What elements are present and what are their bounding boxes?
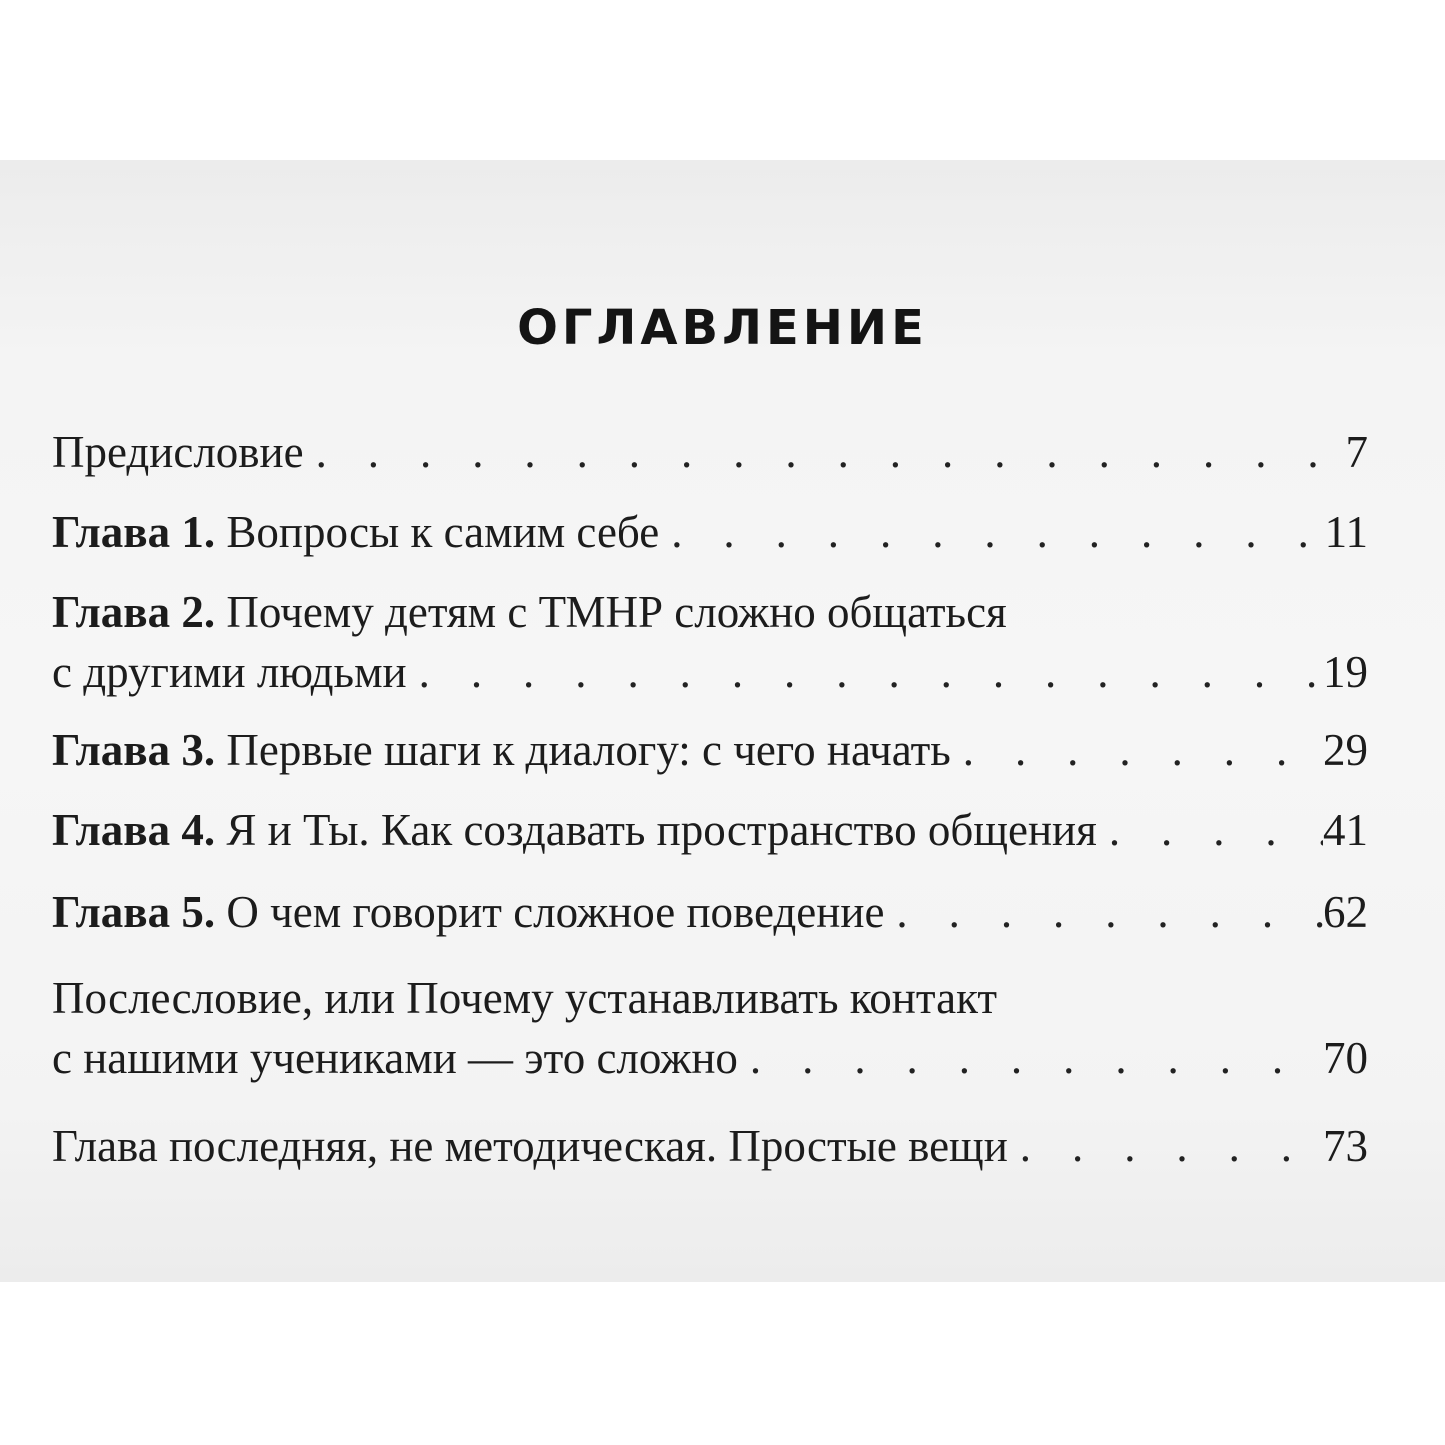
toc-entry-title-continued: с нашими учениками — это сложно bbox=[52, 1033, 738, 1083]
toc-entry-afterword bbox=[52, 968, 1368, 1088]
toc-entry-page: 7 bbox=[1345, 427, 1368, 477]
toc-entry-title: Первые шаги к диалогу: с чего начать bbox=[215, 725, 951, 775]
toc-entry-title: Я и Ты. Как создавать пространство общения bbox=[215, 805, 1097, 855]
toc-entry-page: 29 bbox=[1323, 725, 1368, 775]
toc-entry-preface bbox=[52, 422, 1368, 482]
toc-entry-page: 11 bbox=[1324, 507, 1368, 557]
dot-leader bbox=[738, 1028, 1323, 1088]
dot-leader bbox=[304, 422, 1346, 482]
book-page-photo bbox=[0, 160, 1445, 1282]
toc-entry-title: Глава последняя, не методическая. Простые вещи bbox=[52, 1121, 1008, 1171]
dot-leader bbox=[407, 642, 1323, 702]
toc-chapter-label: Глава 5. bbox=[52, 887, 216, 937]
toc-chapter-label: Глава 3. bbox=[52, 725, 216, 775]
toc-entry-chapter-1 bbox=[52, 502, 1368, 562]
toc-entry-page: 41 bbox=[1323, 805, 1368, 855]
toc-entry-page: 73 bbox=[1323, 1121, 1368, 1171]
toc-chapter-label: Глава 1. bbox=[52, 507, 216, 557]
toc-entry-title: Вопросы к самим себе bbox=[215, 507, 660, 557]
toc-entry-last-chapter bbox=[52, 1116, 1368, 1176]
dot-leader bbox=[951, 720, 1323, 780]
toc-entry-title: Почему детям с ТМНР сложно общаться bbox=[215, 587, 1007, 637]
toc-entry-title-continued: с другими людьми bbox=[52, 647, 407, 697]
dot-leader bbox=[1008, 1116, 1323, 1176]
dot-leader bbox=[884, 882, 1323, 942]
toc-entry-chapter-3 bbox=[52, 720, 1368, 780]
toc-entry-title: Послесловие, или Почему устанавливать контакт bbox=[52, 973, 997, 1023]
table-of-contents-page bbox=[0, 160, 1445, 1282]
dot-leader bbox=[1097, 800, 1323, 860]
toc-entry-page: 19 bbox=[1323, 647, 1368, 697]
toc-heading: ОГЛАВЛЕНИЕ bbox=[517, 300, 928, 356]
toc-chapter-label: Глава 2. bbox=[52, 587, 216, 637]
toc-entry-chapter-2 bbox=[52, 582, 1368, 702]
toc-entry-title: Предисловие bbox=[52, 427, 304, 477]
toc-chapter-label: Глава 4. bbox=[52, 805, 216, 855]
toc-entry-page: 70 bbox=[1323, 1033, 1368, 1083]
dot-leader bbox=[659, 502, 1324, 562]
toc-entry-chapter-5 bbox=[52, 882, 1368, 942]
toc-entry-page: 62 bbox=[1323, 887, 1368, 937]
toc-entry-chapter-4 bbox=[52, 800, 1368, 860]
toc-entry-title: О чем говорит сложное поведение bbox=[215, 887, 885, 937]
